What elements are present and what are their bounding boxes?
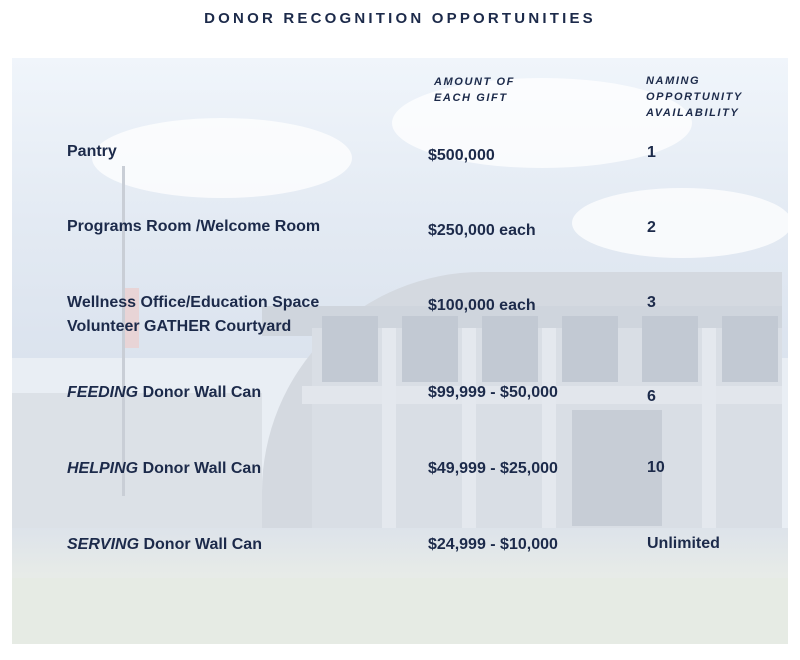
row-name-italic: FEEDING	[67, 384, 139, 401]
row-name-rest: Donor Wall Can	[139, 536, 262, 553]
row-name: Programs Room /Welcome Room	[67, 218, 321, 235]
row-availability: Unlimited	[647, 535, 720, 552]
row-availability: 10	[647, 459, 665, 476]
naming-column-header	[646, 73, 743, 121]
row-availability: 2	[647, 219, 656, 236]
building-window	[642, 316, 698, 382]
cloud-shape	[92, 118, 352, 198]
lawn-area	[12, 578, 788, 644]
row-amount: $24,999 - $10,000	[428, 536, 558, 553]
row-name-rest: Donor Wall Can	[138, 460, 262, 477]
row-name	[67, 533, 262, 557]
building-column	[702, 328, 716, 528]
row-availability: 3	[647, 294, 656, 311]
naming-header-line: OPPORTUNITY	[646, 91, 743, 103]
building-column	[382, 328, 396, 528]
naming-header-line: AVAILABILITY	[646, 107, 740, 119]
page-title: DONOR RECOGNITION OPPORTUNITIES	[204, 10, 596, 27]
row-name-second-line: Volunteer GATHER Courtyard	[67, 318, 292, 335]
building-window	[722, 316, 778, 382]
row-amount: $250,000 each	[428, 222, 536, 239]
building-column	[542, 328, 556, 528]
row-amount: $99,999 - $50,000	[428, 384, 558, 401]
amount-header-line: AMOUNT OF	[434, 76, 516, 88]
cloud-shape	[572, 188, 788, 258]
row-name-rest: Donor Wall Can	[138, 384, 262, 401]
row-name	[67, 381, 261, 405]
building-window	[562, 316, 618, 382]
row-amount: $500,000	[428, 147, 495, 164]
row-name: Pantry	[67, 143, 117, 160]
amount-column-header	[434, 74, 515, 106]
building-window	[482, 316, 538, 382]
row-name: Wellness Office/Education Space	[67, 294, 320, 311]
amount-header-line: EACH GIFT	[434, 92, 508, 104]
row-name-italic: SERVING	[67, 536, 140, 553]
naming-header-line: NAMING	[646, 75, 701, 87]
row-availability: 6	[647, 388, 656, 405]
building-window	[322, 316, 378, 382]
building-column	[462, 328, 476, 528]
row-amount: $100,000 each	[428, 297, 536, 314]
building-window	[402, 316, 458, 382]
row-availability: 1	[647, 144, 656, 161]
row-amount: $49,999 - $25,000	[428, 460, 558, 477]
row-name-italic: HELPING	[67, 460, 139, 477]
row-name	[67, 457, 261, 481]
